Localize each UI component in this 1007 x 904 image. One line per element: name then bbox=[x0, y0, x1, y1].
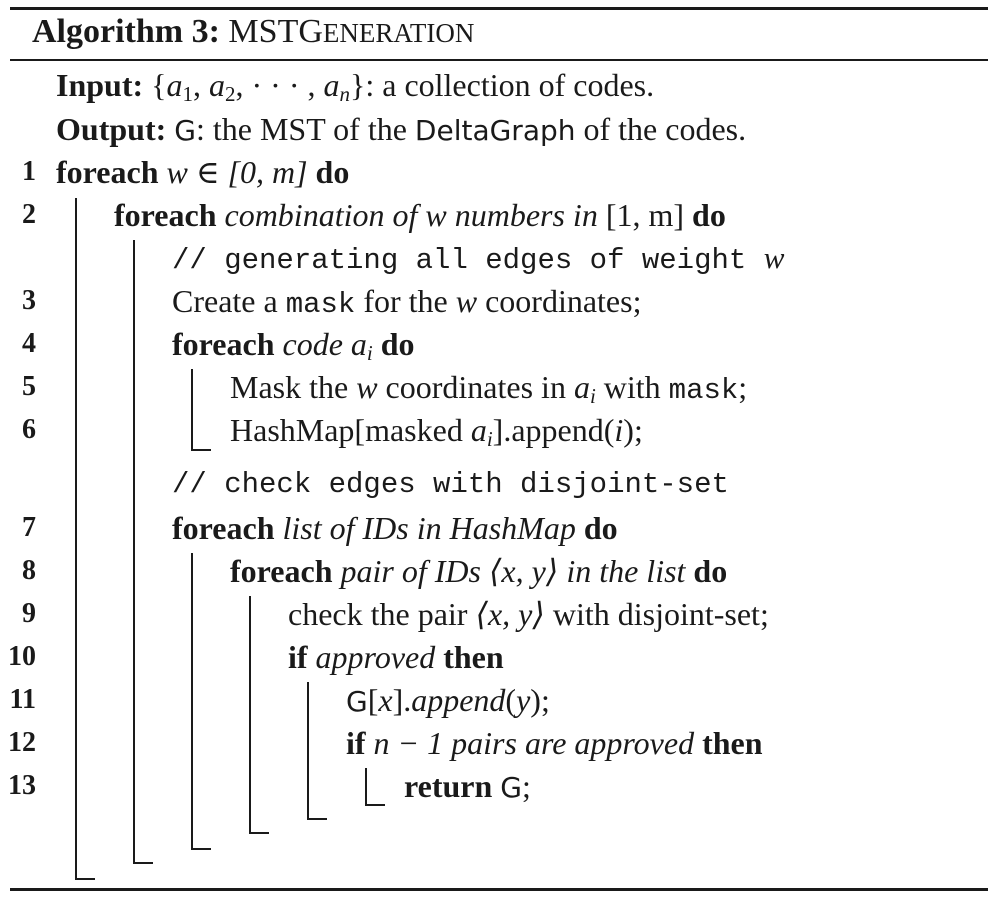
line-number: 3 bbox=[22, 285, 36, 316]
line-number: 4 bbox=[22, 328, 36, 359]
block-bar-level-1 bbox=[75, 198, 77, 880]
code-line-4: foreach code $a_i$ do bbox=[172, 326, 415, 365]
block-end-level-2 bbox=[133, 862, 153, 864]
block-end-foreach-code bbox=[191, 449, 211, 451]
block-end-foreach-list bbox=[191, 848, 211, 850]
code-line-11: G[x].append(y); bbox=[346, 682, 550, 718]
code-line-1: foreach w ∈ [0, m] do bbox=[56, 154, 350, 190]
code-line-7: foreach list of IDs in HashMap do bbox=[172, 510, 618, 546]
line-number: 7 bbox=[22, 512, 36, 543]
block-end-level-1 bbox=[75, 878, 95, 880]
algorithm-title bbox=[32, 12, 474, 53]
comment-check-edges: // check edges with disjoint-set bbox=[172, 468, 729, 501]
code-line-8: foreach pair of IDs ⟨x, y⟩ in the list do bbox=[230, 553, 728, 589]
title-rule bbox=[10, 59, 988, 61]
block-end-if-pairs bbox=[365, 804, 385, 806]
block-bar-foreach-list bbox=[191, 553, 193, 850]
line-number: 8 bbox=[22, 555, 36, 586]
output-line: Output: G: the MST of the DeltaGraph of the codes. bbox=[56, 111, 747, 147]
block-bar-if-approved bbox=[307, 682, 309, 820]
block-end-if-approved bbox=[307, 818, 327, 820]
bottom-rule bbox=[10, 888, 988, 891]
code-line-5: Mask the w coordinates in $a_i$ with mask; bbox=[230, 369, 748, 408]
line-number: 2 bbox=[22, 199, 36, 230]
line-number: 9 bbox=[22, 598, 36, 629]
code-line-13: return G; bbox=[404, 768, 531, 804]
line-number: 13 bbox=[8, 770, 36, 801]
line-number: 10 bbox=[8, 641, 36, 672]
algorithm-label: Algorithm 3: bbox=[32, 13, 220, 50]
algorithm-name: MSTGENERATION bbox=[228, 13, 475, 50]
code-line-9: check the pair ⟨x, y⟩ with disjoint-set; bbox=[288, 596, 769, 632]
block-end-foreach-pair bbox=[249, 832, 269, 834]
line-number: 1 bbox=[22, 156, 36, 187]
code-line-10: if approved then bbox=[288, 639, 504, 675]
line-number: 5 bbox=[22, 371, 36, 402]
line-number: 6 bbox=[22, 414, 36, 445]
block-bar-if-pairs bbox=[365, 768, 367, 806]
comment-generating-edges: // generating all edges of weight w bbox=[172, 240, 785, 277]
block-bar-level-2 bbox=[133, 240, 135, 864]
line-number: 12 bbox=[8, 727, 36, 758]
code-line-12: if n − 1 pairs are approved then bbox=[346, 725, 763, 761]
block-bar-foreach-code bbox=[191, 369, 193, 451]
code-line-6: HashMap[masked $a_i].append(i)$; bbox=[230, 412, 643, 451]
line-number: 11 bbox=[9, 684, 36, 715]
top-rule bbox=[10, 7, 988, 10]
code-line-2: foreach combination of w numbers in [1, m] do bbox=[114, 197, 726, 233]
input-line: Input: {$a_1$, $a_2$, · · · , $a_n$}: a collection of codes. bbox=[56, 67, 655, 106]
block-bar-foreach-pair bbox=[249, 596, 251, 834]
input-math: {$a_1$, $a_2$, · · · , $a_n$} bbox=[151, 67, 366, 106]
code-line-3: Create a mask for the w coordinates; bbox=[172, 283, 642, 321]
